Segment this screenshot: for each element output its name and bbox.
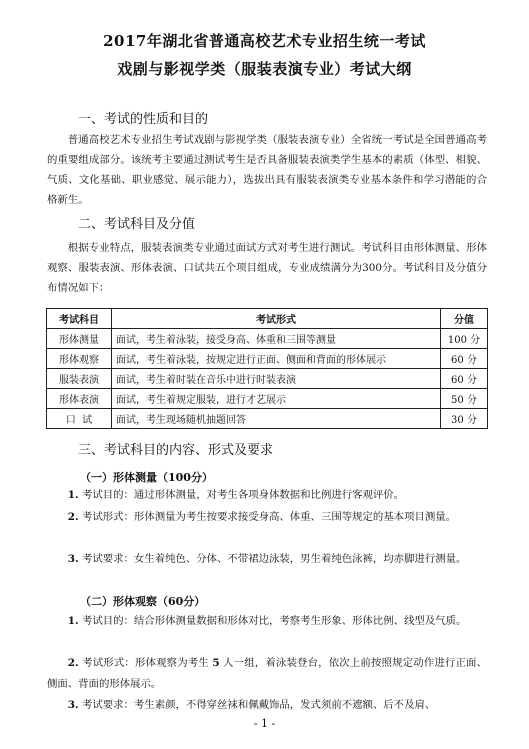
table-cell-form: 面试，考生着时装在音乐中进行时装表演 <box>112 369 441 389</box>
table-cell-score: 30 分 <box>441 409 488 429</box>
table-cell-score: 60 分 <box>441 369 488 389</box>
section2-heading: 二、考试科目及分值 <box>78 217 196 232</box>
item-number: 1. <box>67 489 79 501</box>
table-cell-form: 面试，考生现场随机抽题回答 <box>112 409 441 429</box>
page-number: - 1 - <box>253 717 276 730</box>
sub2-item-3 <box>47 695 487 716</box>
section1-heading: 一、考试的性质和目的 <box>78 112 209 127</box>
item-text: 考试目的：通过形体测量，对考生各项身体数据和比例进行客观评价。 <box>81 489 405 501</box>
table-header-subject: 考试科目 <box>47 309 112 329</box>
item-number: 3. <box>67 699 79 711</box>
sub2-item-2 <box>47 653 487 695</box>
document-title-line2: 戏剧与影视学类（服装表演专业）考试大纲 <box>117 60 412 78</box>
item-text: 考试目的：结合形体测量数据和形体对比，考察考生形象、形体比例、线型及气质。 <box>81 615 467 627</box>
table-header-score: 分值 <box>441 309 488 329</box>
table-header-row <box>47 309 488 329</box>
table-cell-subject: 服装表演 <box>47 369 112 389</box>
table-cell-subject: 形体测量 <box>47 329 112 349</box>
table-row <box>47 349 488 369</box>
table-header-form: 考试形式 <box>112 309 441 329</box>
item-text: 考试要求：女生着纯色、分体、不带裙边泳装，男生着纯色泳裤，均赤脚进行测量。 <box>81 553 467 565</box>
table-cell-score: 60 分 <box>441 349 488 369</box>
table-cell-score: 100 分 <box>441 329 488 349</box>
item-text: 考试要求：考生素颜，不得穿丝袜和佩戴饰品，发式须前不遮额、后不及肩、 <box>81 699 436 711</box>
document-title-line1: 2017年湖北省普通高校艺术专业招生统一考试 <box>103 32 426 50</box>
table-cell-form: 面试，考生着规定服装，进行才艺展示 <box>112 389 441 409</box>
table-cell-subject: 口 试 <box>47 409 112 429</box>
item-text-pre: 考试形式：形体观察为考生 <box>82 657 213 669</box>
table-cell-form: 面试，考生着泳装，按规定进行正面、侧面和背面的形体展示 <box>112 349 441 369</box>
table-row <box>47 329 488 349</box>
item-text-bold: 5 <box>212 657 220 669</box>
sub2-heading: （二）形体观察（60分） <box>80 595 206 608</box>
table-row <box>47 369 488 389</box>
sub1-item-2 <box>47 507 487 528</box>
item-text-post: 人一组，着泳装登台，依次上前按照规定动作进行正面、侧面、背面的形体展示。 <box>47 657 487 690</box>
table-row <box>47 409 488 429</box>
section3-heading: 三、考试科目的内容、形式及要求 <box>78 443 274 458</box>
item-number: 3. <box>67 553 79 565</box>
sub1-item-1 <box>47 485 487 506</box>
item-number: 1. <box>67 615 79 627</box>
table-row <box>47 389 488 409</box>
sub2-item-1 <box>47 611 487 632</box>
exam-subjects-table <box>46 308 488 429</box>
table-cell-score: 50 分 <box>441 389 488 409</box>
sub1-heading: （一）形体测量（100分） <box>80 471 213 484</box>
table-cell-form: 面试，考生着泳装，接受身高、体重和三围等测量 <box>112 329 441 349</box>
item-number: 2. <box>67 511 79 523</box>
item-text: 考试形式：形体测量为考生按要求接受身高、体重、三围等规定的基本项目测量。 <box>81 511 457 523</box>
table-cell-subject: 形体表演 <box>47 389 112 409</box>
section1-paragraph: 普通高校艺术专业招生考试戏剧与影视学类（服装表演专业）全省统一考试是全国普通高考的重要组成部分。该统考主要通过测试考生是否具备服装表演类学生基本的素质（体型、相貌、气质、文化基础、职业感觉、展示能力），选拔出具有服装表演类专业基本条件和学习潜能的合格新生。 <box>47 134 487 206</box>
table-cell-subject: 形体观察 <box>47 349 112 369</box>
item-number: 2. <box>67 657 79 669</box>
section2-paragraph: 根据专业特点，服装表演类专业通过面试方式对考生进行测试。考试科目由形体测量、形体观察、服装表演、形体表演、口试共五个项目组成，专业成绩满分为300分。考试科目及分值分布情况如下： <box>47 242 487 294</box>
sub1-item-3 <box>47 549 487 570</box>
